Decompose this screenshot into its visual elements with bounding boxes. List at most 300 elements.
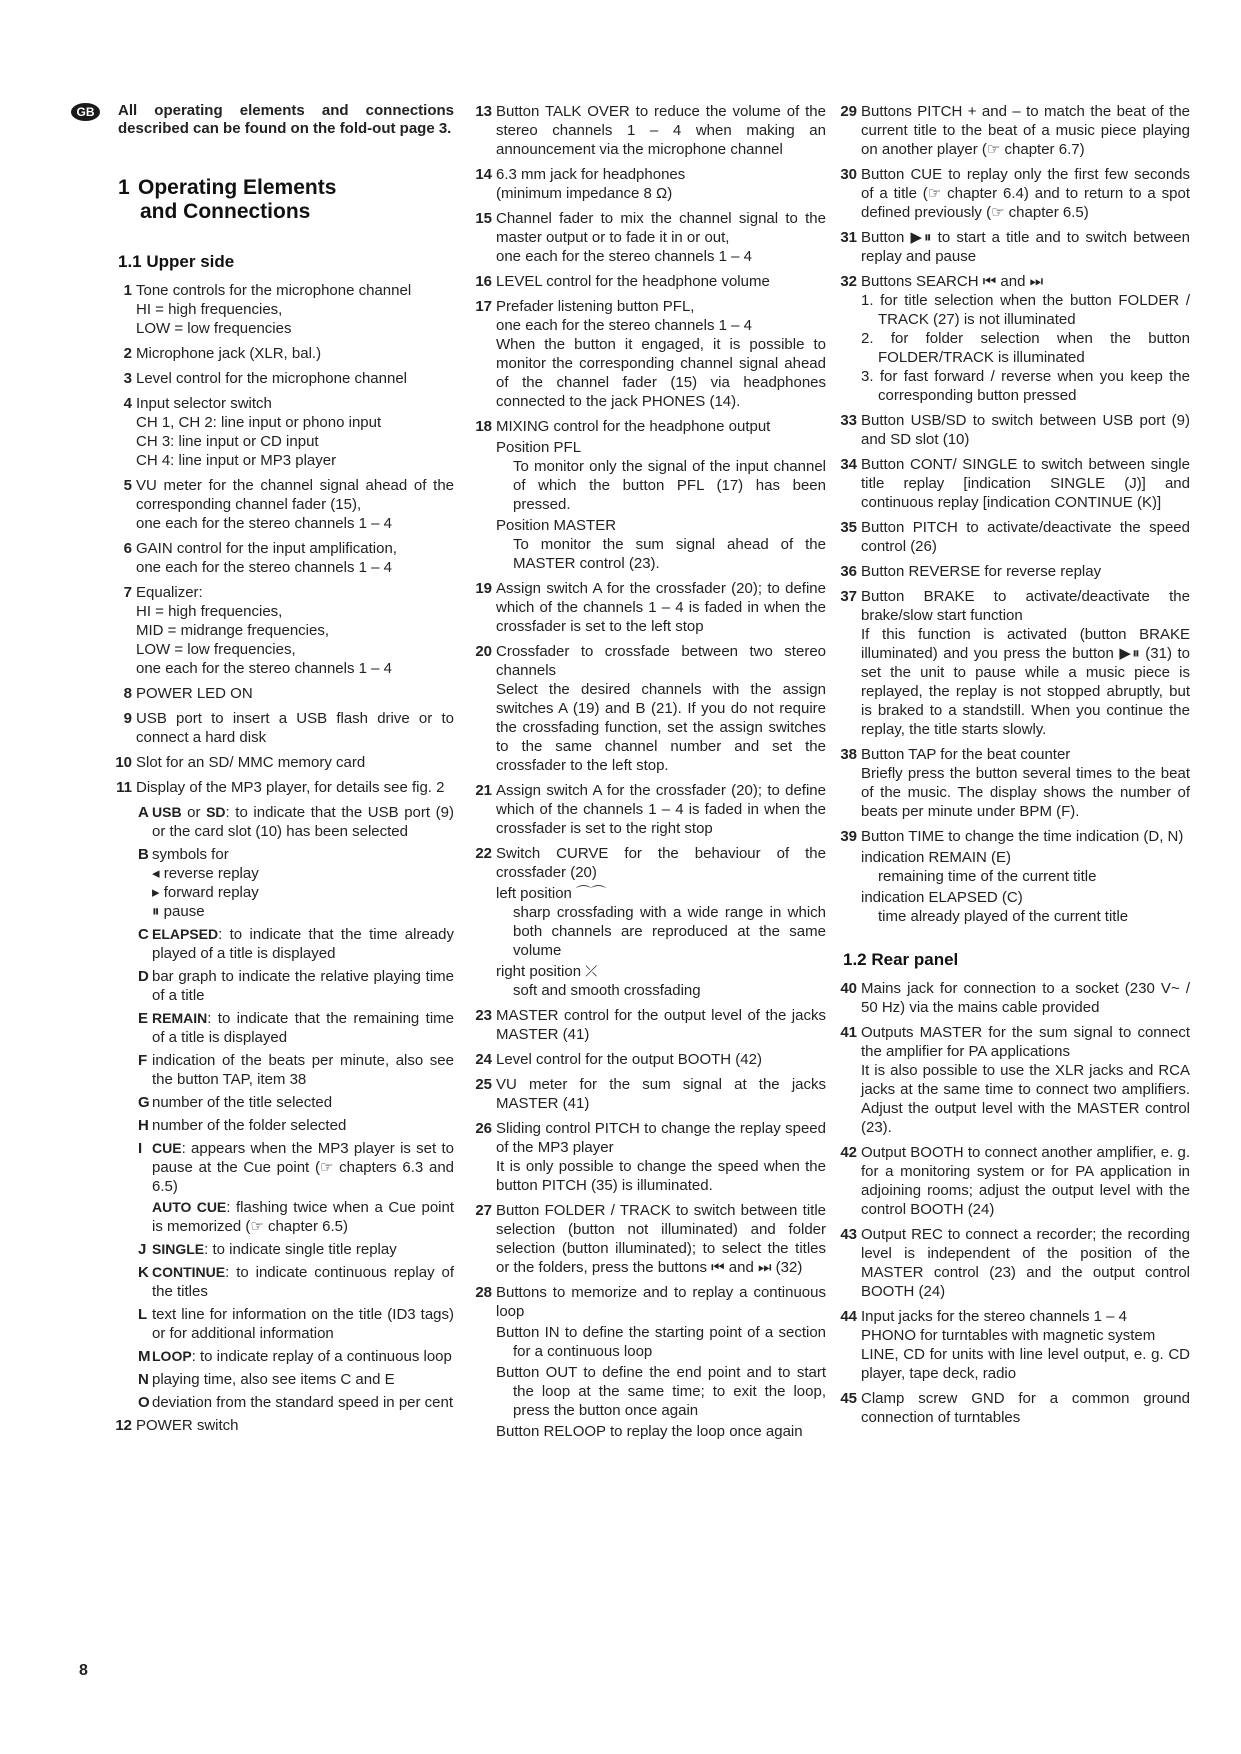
detail-letter: F xyxy=(138,1052,148,1069)
list-item xyxy=(840,165,1190,222)
detail-letter: A xyxy=(138,804,149,821)
item-text xyxy=(496,1006,826,1044)
list-item xyxy=(840,455,1190,512)
list-item xyxy=(840,518,1190,556)
item-text: POWER switch xyxy=(136,1417,239,1434)
item-number: 19 xyxy=(475,580,492,597)
item-text xyxy=(496,297,826,411)
item-subentry xyxy=(496,438,826,514)
detail-line xyxy=(152,1140,454,1195)
section-title xyxy=(118,176,454,224)
item-text xyxy=(496,642,826,775)
list-item xyxy=(118,583,454,678)
numbered-subitem: 2. for folder selection when the button FOLDER/TRACK is illuminated xyxy=(861,330,1190,366)
detail-letter: H xyxy=(138,1117,149,1134)
list-item xyxy=(840,979,1190,1017)
detail-line xyxy=(152,1371,395,1388)
list-item xyxy=(115,753,454,772)
item-line: LOW = low frequencies, xyxy=(136,641,296,658)
display-detail-item xyxy=(138,803,454,841)
list-item xyxy=(840,272,1190,405)
item-line: Assign switch A for the crossfader (20); to define which of the channels 1 – 4 is faded in when the crossfader is set to the left stop xyxy=(496,580,826,635)
item-line: HI = high frequencies, xyxy=(136,301,283,318)
item-line: Channel fader to mix the channel signal to the master output or to fade it in or out, xyxy=(496,210,826,246)
item-number: 18 xyxy=(475,418,492,435)
item-line: Button ▶⏸ to start a title and to switch between replay and pause xyxy=(861,229,1190,265)
display-indicator: REMAIN xyxy=(152,1010,208,1026)
item-line: Button USB/SD to switch between USB port (9) and SD slot (10) xyxy=(861,412,1190,448)
detail-line xyxy=(152,1241,397,1258)
display-detail-item xyxy=(138,1116,454,1135)
detail-line xyxy=(152,1094,332,1111)
item-text xyxy=(496,209,826,266)
item-number: 44 xyxy=(840,1308,857,1325)
item-subentry-line: indication ELAPSED (C) xyxy=(861,889,1023,906)
detail-description: : appears when the MP3 player is set to pause at the Cue point (☞ chapters 6.3 and 6.5) xyxy=(152,1140,454,1195)
item-number: 15 xyxy=(475,210,492,227)
detail-line xyxy=(152,1394,453,1411)
item-text xyxy=(136,753,454,772)
item-line: MID = midrange frequencies, xyxy=(136,622,330,639)
upper-side-list-c xyxy=(840,102,1190,926)
item-text xyxy=(136,684,454,703)
item-number: 2 xyxy=(123,345,132,362)
item-number: 39 xyxy=(840,828,857,845)
detail-letter: G xyxy=(138,1094,150,1111)
intro-note: All operating elements and connections described can be found on the fold-out page 3. xyxy=(118,102,454,137)
item-number: 22 xyxy=(475,845,492,862)
item-line: GAIN control for the input amplification, xyxy=(136,540,397,557)
item-line: USB port to insert a USB flash drive or to connect a hard disk xyxy=(136,710,454,746)
item-line: POWER LED ON xyxy=(136,685,253,702)
item-number: 9 xyxy=(123,710,132,727)
detail-connector: or xyxy=(181,804,207,821)
item-line: Slot for an SD/ MMC memory card xyxy=(136,754,366,771)
list-item xyxy=(118,344,454,363)
list-item xyxy=(118,539,454,577)
display-detail-item xyxy=(138,967,454,1005)
list-item xyxy=(475,1201,826,1277)
list-item xyxy=(840,411,1190,449)
detail-description: : to indicate that the time already played of a title is displayed xyxy=(152,926,454,962)
list-item xyxy=(475,165,826,203)
display-detail-item xyxy=(138,1051,454,1089)
detail-description: indication of the beats per minute, also see the button TAP, item 38 xyxy=(152,1052,454,1088)
item-number: 28 xyxy=(475,1284,492,1301)
item-line: CH 4: line input or MP3 player xyxy=(136,452,337,469)
item-line: Equalizer: xyxy=(136,584,203,601)
item-number: 37 xyxy=(840,588,857,605)
list-item xyxy=(118,778,454,797)
detail-letter: C xyxy=(138,926,149,943)
item-number: 11 xyxy=(116,779,132,796)
detail-text xyxy=(152,1393,454,1412)
item-line: Buttons PITCH + and – to match the beat of the current title to the beat of a music piece playing on another player (☞ chapter 6.7) xyxy=(861,103,1190,158)
detail-line xyxy=(152,926,454,962)
detail-text xyxy=(152,803,454,841)
item-number: 31 xyxy=(840,229,857,246)
display-detail-item xyxy=(138,1139,454,1236)
detail-text xyxy=(152,1051,454,1089)
item-line: Prefader listening button PFL, xyxy=(496,298,695,315)
detail-description: : to indicate that the remaining time of a title is displayed xyxy=(152,1010,454,1046)
list-item xyxy=(115,1416,454,1435)
subsection-rear-title: 1.2 Rear panel xyxy=(843,950,959,969)
display-indicator: LOOP xyxy=(152,1348,192,1364)
item-number: 38 xyxy=(840,746,857,763)
detail-letter: E xyxy=(138,1010,149,1027)
detail-text xyxy=(152,925,454,963)
list-item xyxy=(118,709,454,747)
item-line: Button TIME to change the time indication (D, N) xyxy=(861,828,1184,845)
upper-side-list-a xyxy=(115,281,454,797)
item-subentry-line: time already played of the current title xyxy=(878,908,1129,925)
item-text xyxy=(861,587,1190,739)
item-number: 43 xyxy=(840,1226,857,1243)
item-line: VU meter for the sum signal at the jacks MASTER (41) xyxy=(496,1076,826,1112)
item-number: 1 xyxy=(123,282,132,299)
symbol-line: ⏸ pause xyxy=(152,903,205,920)
list-item xyxy=(475,1050,826,1069)
item-line: Sliding control PITCH to change the replay speed of the MP3 player xyxy=(496,1120,826,1156)
detail-text xyxy=(152,1093,454,1112)
item-line: Briefly press the button several times to the beat of the music. The display shows the number of beats per minute under BPM (F). xyxy=(861,765,1190,820)
detail-letter: N xyxy=(138,1371,149,1388)
item-number: 10 xyxy=(115,754,132,771)
item-line: Buttons to memorize and to replay a continuous loop xyxy=(496,1284,826,1320)
display-indicator: SINGLE xyxy=(152,1241,205,1257)
list-item xyxy=(840,228,1190,266)
upper-side-list-b xyxy=(475,102,826,1441)
list-item xyxy=(840,562,1190,581)
item-line: Clamp screw GND for a common ground connection of turntables xyxy=(861,1390,1190,1426)
numbered-subitem: 1. for title selection when the button FOLDER / TRACK (27) is not illuminated xyxy=(861,292,1190,328)
item-text xyxy=(496,781,826,838)
item-text xyxy=(496,1050,826,1069)
item-text xyxy=(136,709,454,747)
display-indicator: USB xyxy=(152,804,182,820)
list-item xyxy=(118,394,454,470)
list-item xyxy=(475,102,826,159)
list-item xyxy=(118,281,454,338)
list-item xyxy=(475,1006,826,1044)
item-text xyxy=(136,369,454,388)
item-line: Button CUE to replay only the first few seconds of a title (☞ chapter 6.4) and to return to a spot defined previously (☞ chapter 6.5) xyxy=(861,166,1190,221)
item-text xyxy=(136,476,454,533)
item-line: VU meter for the channel signal ahead of the corresponding channel fader (15), xyxy=(136,477,454,513)
item-number: 8 xyxy=(123,685,132,702)
item-line: Output BOOTH to connect another amplifier, e. g. for a monitoring system or for PA application in adjoining rooms; adjust the output level with the control BOOTH (24) xyxy=(861,1144,1190,1218)
item-subentry-line: indication REMAIN (E) xyxy=(861,849,1012,866)
item-text xyxy=(861,228,1190,266)
list-item xyxy=(840,102,1190,159)
item-line: one each for the stereo channels 1 – 4 xyxy=(496,317,753,334)
detail-description: : to indicate single title replay xyxy=(204,1241,397,1258)
detail-line xyxy=(152,1117,346,1134)
item-text xyxy=(496,102,826,159)
list-item xyxy=(840,587,1190,739)
item-text xyxy=(861,102,1190,159)
column-left xyxy=(115,102,454,1441)
detail-letter: D xyxy=(138,968,149,985)
display-detail-item xyxy=(138,1240,454,1259)
item-subentry-line: To monitor the sum signal ahead of the MASTER control (23). xyxy=(513,536,826,572)
list-item xyxy=(475,1075,826,1113)
item-subentry xyxy=(496,1323,826,1361)
detail-description: text line for information on the title (ID3 tags) or for additional information xyxy=(152,1306,454,1342)
display-indicator: ELAPSED xyxy=(152,926,219,942)
detail-description: number of the folder selected xyxy=(152,1117,347,1134)
item-subentry-line: Button RELOOP to replay the loop once again xyxy=(496,1423,803,1440)
item-subentry-line: Position MASTER xyxy=(496,517,617,534)
item-number: 17 xyxy=(475,298,492,315)
detail-description: deviation from the standard speed in per cent xyxy=(152,1394,454,1411)
list-item xyxy=(840,1143,1190,1219)
item-number: 42 xyxy=(840,1144,857,1161)
list-item xyxy=(475,417,826,573)
detail-line xyxy=(152,1306,454,1342)
detail-letter: L xyxy=(138,1306,148,1323)
item-subentry xyxy=(496,1422,826,1441)
detail-text xyxy=(152,845,454,921)
item-line: HI = high frequencies, xyxy=(136,603,283,620)
item-number: 30 xyxy=(840,166,857,183)
item-number: 29 xyxy=(840,103,857,120)
item-text xyxy=(496,417,826,573)
list-item xyxy=(118,684,454,703)
item-text xyxy=(496,1283,826,1441)
display-detail-item xyxy=(138,925,454,963)
subsection-upper-title: 1.1 Upper side xyxy=(118,252,235,271)
display-details-list xyxy=(118,803,454,1412)
item-number: 14 xyxy=(475,166,492,183)
item-text xyxy=(496,579,826,636)
item-line: Select the desired channels with the assign switches A (19) and B (21). If you do not require the crossfading function, set the assign switches to the same channel number and set the crossfader to the left stop. xyxy=(496,681,826,774)
detail-line xyxy=(152,804,454,840)
detail-line xyxy=(152,1198,454,1236)
detail-letter: B xyxy=(138,846,149,863)
detail-line xyxy=(152,846,229,863)
detail-text xyxy=(152,1370,454,1389)
item-text xyxy=(136,344,454,363)
item-line: MIXING control for the headphone output xyxy=(496,418,771,435)
item-line: Outputs MASTER for the sum signal to connect the amplifier for PA applications xyxy=(861,1024,1190,1060)
item-text xyxy=(861,562,1190,581)
display-detail-item xyxy=(138,1305,454,1343)
item-subentry xyxy=(496,516,826,573)
detail-description: : to indicate replay of a continuous loop xyxy=(191,1348,452,1365)
item-line: CH 1, CH 2: line input or phono input xyxy=(136,414,382,431)
detail-line xyxy=(152,1052,454,1088)
detail-description: number of the title selected xyxy=(152,1094,333,1111)
item-number: 35 xyxy=(840,519,857,536)
item-subentry xyxy=(861,848,1190,886)
detail-description: : to indicate that the USB port (9) or the card slot (10) has been selected xyxy=(152,804,454,840)
item-subentry-line: soft and smooth crossfading xyxy=(513,982,701,999)
item-line: Assign switch A for the crossfader (20); to define which of the channels 1 – 4 is faded in when the crossfader is set to the right stop xyxy=(496,782,826,837)
item-text xyxy=(861,1307,1190,1383)
section-title-line1: Operating Elements xyxy=(138,176,337,199)
list-item xyxy=(840,1023,1190,1137)
item-number: 27 xyxy=(475,1202,492,1219)
item-number: 6 xyxy=(123,540,132,557)
display-indicator: SD xyxy=(206,804,226,820)
item-number: 41 xyxy=(840,1024,857,1041)
item-number: 36 xyxy=(840,563,857,580)
item-text xyxy=(861,979,1190,1017)
item-line: (minimum impedance 8 Ω) xyxy=(496,185,673,202)
item-number: 33 xyxy=(840,412,857,429)
detail-description: symbols for xyxy=(152,846,229,863)
detail-text xyxy=(152,1305,454,1343)
detail-description: : to indicate continuous replay of the titles xyxy=(152,1264,454,1300)
column-middle xyxy=(475,102,826,1447)
item-text xyxy=(861,455,1190,512)
detail-description: playing time, also see items C and E xyxy=(152,1371,395,1388)
detail-line xyxy=(152,1264,454,1300)
item-line: It is only possible to change the speed when the button PITCH (35) is illuminated. xyxy=(496,1158,826,1194)
item-subentry-line: Position PFL xyxy=(496,439,582,456)
detail-letter: K xyxy=(138,1264,149,1281)
column-right xyxy=(840,102,1190,1433)
detail-line xyxy=(152,1010,454,1046)
list-item xyxy=(475,272,826,291)
display-indicator: AUTO CUE xyxy=(152,1199,227,1215)
item-line: Level control for the output BOOTH (42) xyxy=(496,1051,762,1068)
detail-letter: O xyxy=(138,1394,150,1411)
item-number: 20 xyxy=(475,643,492,660)
list-item xyxy=(475,297,826,411)
list-item xyxy=(840,827,1190,926)
item-text xyxy=(861,272,1190,405)
item-subentry-line: remaining time of the current title xyxy=(878,868,1097,885)
page-number: 8 xyxy=(79,1662,88,1679)
display-indicator: CONTINUE xyxy=(152,1264,226,1280)
rear-panel-list xyxy=(840,979,1190,1427)
item-text xyxy=(861,411,1190,449)
item-number: 45 xyxy=(840,1390,857,1407)
item-number: 21 xyxy=(475,782,492,799)
item-line: Switch CURVE for the behaviour of the crossfader (20) xyxy=(496,845,826,881)
item-number: 25 xyxy=(475,1076,492,1093)
item-line: It is also possible to use the XLR jacks and RCA jacks at the same time to connect two amplifiers. Adjust the output level with the MASTER control (23). xyxy=(861,1062,1190,1136)
item-line: LEVEL control for the headphone volume xyxy=(496,273,770,290)
item-number: 40 xyxy=(840,980,857,997)
item-line: Button FOLDER / TRACK to switch between title selection (button not illuminated) and folder selection (button illuminated); to select the titles or the folders, press the buttons ⏮ and ⏭ (32) xyxy=(496,1202,826,1276)
item-number: 7 xyxy=(123,584,132,601)
detail-text xyxy=(152,1139,454,1236)
item-text xyxy=(496,165,826,203)
item-line: Level control for the microphone channel xyxy=(136,370,407,387)
item-line: Button REVERSE for reverse replay xyxy=(861,563,1102,580)
detail-letter: M xyxy=(138,1348,151,1365)
item-text xyxy=(861,518,1190,556)
item-text xyxy=(861,165,1190,222)
item-line: CH 3: line input or CD input xyxy=(136,433,319,450)
item-subentry-line: sharp crossfading with a wide range in which both channels are reproduced at the same volume xyxy=(513,904,826,959)
item-line: one each for the stereo channels 1 – 4 xyxy=(136,515,393,532)
item-line: Button TALK OVER to reduce the volume of the stereo channels 1 – 4 when making an announcement via the microphone channel xyxy=(496,103,826,158)
display-detail-item xyxy=(138,1263,454,1301)
list-item xyxy=(118,369,454,388)
item-subentry xyxy=(861,888,1190,926)
item-line: PHONO for turntables with magnetic system xyxy=(861,1327,1156,1344)
display-detail-item xyxy=(138,1093,454,1112)
symbol-line: ◂ reverse replay xyxy=(152,865,259,882)
list-item xyxy=(475,1119,826,1195)
item-number: 12 xyxy=(115,1417,132,1434)
item-line: When the button it engaged, it is possible to monitor the corresponding channel signal ahead of the channel fader (15) via headphones connected to the jack PHONES (14). xyxy=(496,336,826,410)
item-text xyxy=(496,272,826,291)
item-line: Mains jack for connection to a socket (230 V~ / 50 Hz) via the mains cable provided xyxy=(861,980,1190,1016)
display-detail-item xyxy=(138,845,454,921)
item-subentry xyxy=(496,962,826,1000)
item-line: If this function is activated (button BRAKE illuminated) and you press the button ▶⏸ (31) to set the unit to pause while a music piece is replayed, the replay is not stopped abruptly, but is braked to a standstill. When you continue the replay, the title starts slowly. xyxy=(861,626,1190,738)
list-item xyxy=(475,844,826,1000)
item-line: Crossfader to crossfade between two stereo channels xyxy=(496,643,826,679)
display-detail-item xyxy=(138,1009,454,1047)
item-line: Microphone jack (XLR, bal.) xyxy=(136,345,322,362)
list-item xyxy=(475,209,826,266)
detail-line xyxy=(152,968,454,1004)
item-subentry-line: right position ⤫ xyxy=(496,963,598,980)
item-line: Output REC to connect a recorder; the recording level is independent of the position of the MASTER control (23) and the output control BOOTH (24) xyxy=(861,1226,1190,1300)
item-line: 6.3 mm jack for headphones xyxy=(496,166,686,183)
list-item xyxy=(840,1389,1190,1427)
section-title-line2: and Connections xyxy=(140,200,311,223)
display-detail-item xyxy=(138,1393,454,1412)
list-item xyxy=(840,1225,1190,1301)
item-text xyxy=(861,827,1190,926)
item-number: 3 xyxy=(123,370,132,387)
item-line: Input selector switch xyxy=(136,395,272,412)
detail-text xyxy=(152,1263,454,1301)
item-line: Input jacks for the stereo channels 1 – 4 xyxy=(861,1308,1127,1325)
detail-letter: J xyxy=(138,1241,147,1258)
item-text xyxy=(136,778,454,797)
display-detail-item xyxy=(138,1370,454,1389)
item-number: 5 xyxy=(123,477,132,494)
item-number: 13 xyxy=(475,103,492,120)
numbered-subitem: 3. for fast forward / reverse when you keep the corresponding button pressed xyxy=(861,368,1190,404)
item-text xyxy=(136,281,454,338)
item-text xyxy=(861,1225,1190,1301)
detail-description: bar graph to indicate the relative playing time of a title xyxy=(152,968,454,1004)
item-line: LOW = low frequencies xyxy=(136,320,292,337)
detail-text xyxy=(152,967,454,1005)
item-line: Button PITCH to activate/deactivate the speed control (26) xyxy=(861,519,1190,555)
item-line: one each for the stereo channels 1 – 4 xyxy=(496,248,753,265)
list-item xyxy=(118,476,454,533)
display-detail-item xyxy=(138,1347,454,1366)
item-text xyxy=(861,1143,1190,1219)
detail-text xyxy=(152,1347,454,1366)
item-subentry-line: To monitor only the signal of the input channel of which the button PFL (17) has been pressed. xyxy=(513,458,826,513)
item-subentry-line: Button OUT to define the end point and to start the loop at the same time; to exit the loop, press the button once again xyxy=(496,1364,826,1419)
item-number: 4 xyxy=(123,395,132,412)
item-subentry-line: left position ⌒⌒ xyxy=(496,885,607,902)
item-subentry xyxy=(496,884,826,960)
detail-text xyxy=(152,1009,454,1047)
list-item xyxy=(475,1283,826,1441)
detail-text xyxy=(152,1116,454,1135)
list-item xyxy=(475,579,826,636)
item-line: one each for the stereo channels 1 – 4 xyxy=(136,660,393,677)
item-number: 32 xyxy=(840,273,857,290)
item-line: MASTER control for the output level of the jacks MASTER (41) xyxy=(496,1007,826,1043)
item-number: 23 xyxy=(475,1007,492,1024)
item-text xyxy=(496,1075,826,1113)
